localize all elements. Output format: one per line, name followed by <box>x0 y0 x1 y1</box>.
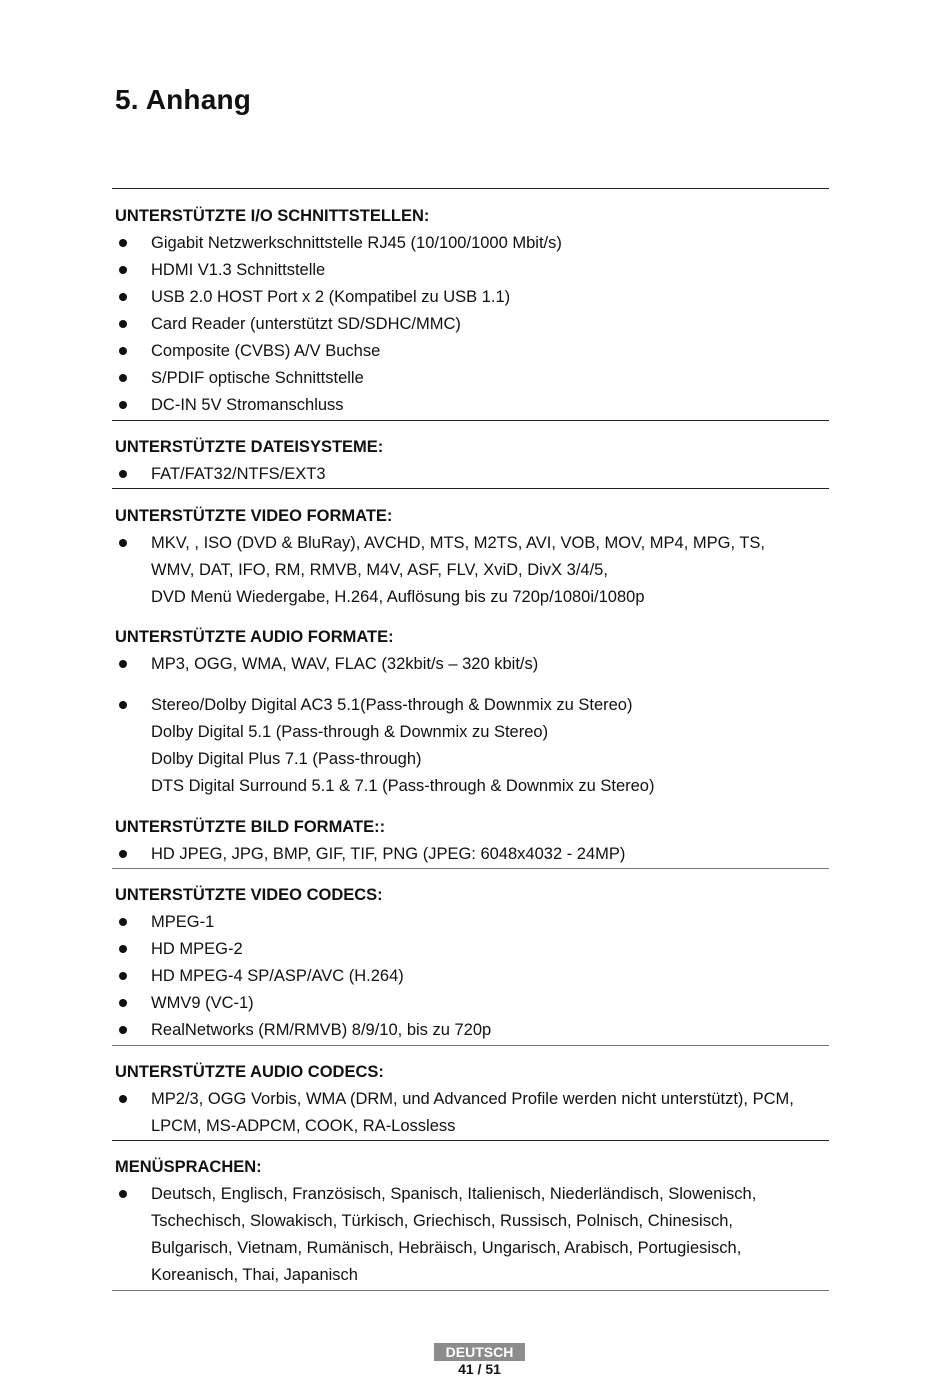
bullet-icon <box>119 1095 127 1103</box>
list-item-continuation: Bulgarisch, Vietnam, Rumänisch, Hebräisch, Ungarisch, Arabisch, Portugiesisch, <box>151 1239 742 1257</box>
bullet-icon <box>119 293 127 301</box>
list-item-continuation: LPCM, MS-ADPCM, COOK, RA-Lossless <box>151 1117 456 1135</box>
section-heading-menu-languages: MENÜSPRACHEN: <box>115 1158 262 1176</box>
list-item: Composite (CVBS) A/V Buchse <box>151 342 381 360</box>
bullet-icon <box>119 320 127 328</box>
list-item-continuation: DTS Digital Surround 5.1 & 7.1 (Pass-through & Downmix zu Stereo) <box>151 777 655 795</box>
list-item: MPEG-1 <box>151 913 215 931</box>
divider <box>112 1290 829 1291</box>
divider <box>112 488 829 489</box>
list-item: DC-IN 5V Stromanschluss <box>151 396 344 414</box>
bullet-icon <box>119 401 127 409</box>
bullet-icon <box>119 266 127 274</box>
divider <box>112 868 829 869</box>
list-item-continuation: Dolby Digital 5.1 (Pass-through & Downmix zu Stereo) <box>151 723 549 741</box>
list-item: FAT/FAT32/NTFS/EXT3 <box>151 465 326 483</box>
section-heading-filesystems: UNTERSTÜTZTE DATEISYSTEME: <box>115 438 384 456</box>
list-item: S/PDIF optische Schnittstelle <box>151 369 364 387</box>
bullet-icon <box>119 1190 127 1198</box>
list-item: HD JPEG, JPG, BMP, GIF, TIF, PNG (JPEG: 6048x4032 - 24MP) <box>151 845 626 863</box>
section-heading-audio-codecs: UNTERSTÜTZTE AUDIO CODECS: <box>115 1063 384 1081</box>
bullet-icon <box>119 660 127 668</box>
list-item-continuation: Dolby Digital Plus 7.1 (Pass-through) <box>151 750 422 768</box>
list-item: MKV, , ISO (DVD & BluRay), AVCHD, MTS, M2TS, AVI, VOB, MOV, MP4, MPG, TS, <box>151 534 766 552</box>
section-heading-audio-formats: UNTERSTÜTZTE AUDIO FORMATE: <box>115 628 394 646</box>
section-heading-image-formats: UNTERSTÜTZTE BILD FORMATE:: <box>115 818 386 836</box>
divider <box>112 188 829 189</box>
section-heading-io: UNTERSTÜTZTE I/O SCHNITTSTELLEN: <box>115 207 430 225</box>
bullet-icon <box>119 1026 127 1034</box>
list-item: MP2/3, OGG Vorbis, WMA (DRM, und Advanced Profile werden nicht unterstützt), PCM, <box>151 1090 794 1108</box>
section-heading-video-formats: UNTERSTÜTZTE VIDEO FORMATE: <box>115 507 393 525</box>
list-item: Deutsch, Englisch, Französisch, Spanisch, Italienisch, Niederländisch, Slowenisch, <box>151 1185 757 1203</box>
list-item: HDMI V1.3 Schnittstelle <box>151 261 326 279</box>
bullet-icon <box>119 470 127 478</box>
bullet-icon <box>119 701 127 709</box>
bullet-icon <box>119 972 127 980</box>
list-item: Card Reader (unterstützt SD/SDHC/MMC) <box>151 315 461 333</box>
bullet-icon <box>119 347 127 355</box>
list-item: MP3, OGG, WMA, WAV, FLAC (32kbit/s – 320 kbit/s) <box>151 655 539 673</box>
list-item-continuation: WMV, DAT, IFO, RM, RMVB, M4V, ASF, FLV, XviD, DivX 3/4/5, <box>151 561 608 579</box>
page-title: 5. Anhang <box>115 84 252 115</box>
list-item: Gigabit Netzwerkschnittstelle RJ45 (10/100/1000 Mbit/s) <box>151 234 562 252</box>
list-item-continuation: DVD Menü Wiedergabe, H.264, Auflösung bis zu 720p/1080i/1080p <box>151 588 645 606</box>
bullet-icon <box>119 239 127 247</box>
list-item: WMV9 (VC-1) <box>151 994 254 1012</box>
list-item: HD MPEG-4 SP/ASP/AVC (H.264) <box>151 967 404 985</box>
list-item: USB 2.0 HOST Port x 2 (Kompatibel zu USB 1.1) <box>151 288 511 306</box>
divider <box>112 420 829 421</box>
bullet-icon <box>119 850 127 858</box>
divider <box>112 1045 829 1046</box>
list-item-continuation: Koreanisch, Thai, Japanisch <box>151 1266 358 1284</box>
bullet-icon <box>119 918 127 926</box>
section-heading-video-codecs: UNTERSTÜTZTE VIDEO CODECS: <box>115 886 383 904</box>
bullet-icon <box>119 374 127 382</box>
divider <box>112 1140 829 1141</box>
page-number: 41 / 51 <box>458 1361 501 1377</box>
list-item: HD MPEG-2 <box>151 940 243 958</box>
bullet-icon <box>119 945 127 953</box>
bullet-icon <box>119 539 127 547</box>
list-item: Stereo/Dolby Digital AC3 5.1(Pass-through & Downmix zu Stereo) <box>151 696 633 714</box>
list-item: RealNetworks (RM/RMVB) 8/9/10, bis zu 720p <box>151 1021 492 1039</box>
list-item-continuation: Tschechisch, Slowakisch, Türkisch, Griechisch, Russisch, Polnisch, Chinesisch, <box>151 1212 733 1230</box>
footer-language-badge: DEUTSCH <box>434 1343 525 1361</box>
bullet-icon <box>119 999 127 1007</box>
